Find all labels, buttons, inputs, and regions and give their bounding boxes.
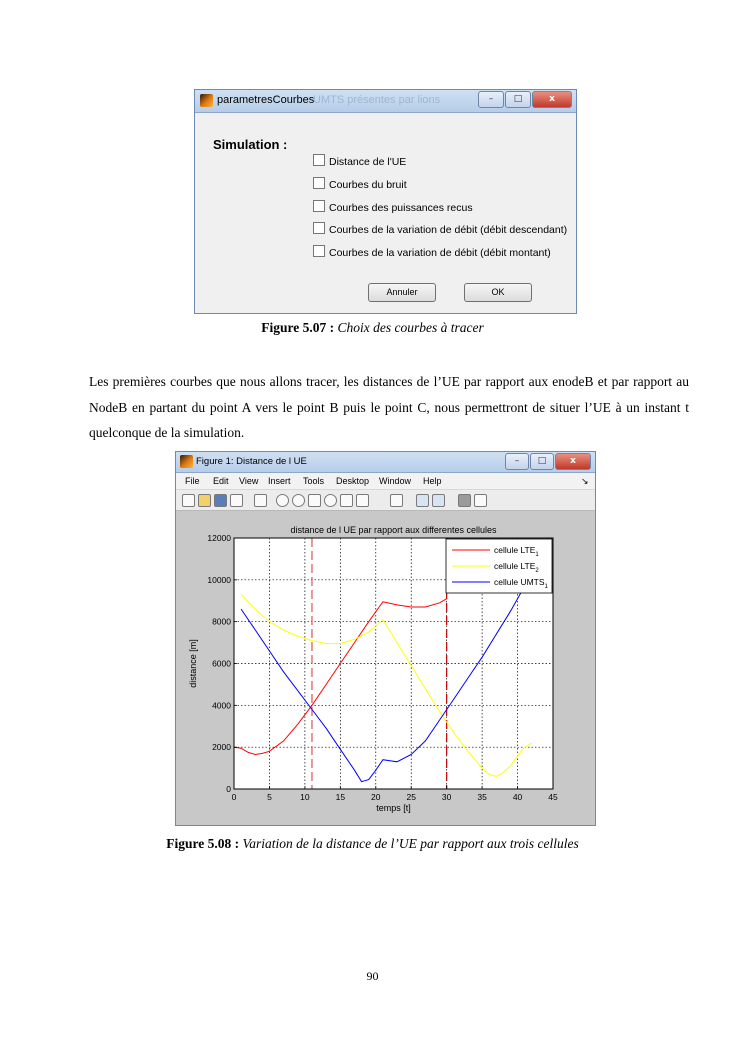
minimize-button[interactable]: –: [478, 91, 504, 108]
figure-caption-5-08: [0, 836, 745, 852]
menu-edit[interactable]: Edit: [213, 476, 229, 486]
option-debit-descendant[interactable]: [313, 222, 567, 236]
y-tick-label: 4000: [212, 700, 231, 711]
dialog-titlebar[interactable]: [195, 90, 576, 113]
figure-title: Figure 1: Distance de l UE: [196, 456, 307, 467]
colorbar-icon[interactable]: [416, 494, 429, 507]
caption-label: Figure 5.08 :: [166, 836, 240, 851]
open-file-icon[interactable]: [198, 494, 211, 507]
option-label: Distance de l'UE: [329, 156, 407, 168]
menu-file[interactable]: File: [185, 476, 200, 486]
menu-insert[interactable]: Insert: [268, 476, 291, 486]
caption-text: Choix des courbes à tracer: [337, 320, 484, 335]
legend-label-1: cellule $LTE_1$: [494, 545, 539, 558]
matlab-figure-window: [175, 451, 596, 826]
option-puissances-recus[interactable]: [313, 200, 473, 214]
ok-button[interactable]: OK: [464, 283, 532, 302]
link-plot-icon[interactable]: [390, 494, 403, 507]
legend-label-2: cellule $LTE_2$: [494, 561, 539, 574]
new-figure-icon[interactable]: [182, 494, 195, 507]
option-label: Courbes du bruit: [329, 179, 407, 191]
chart-xlabel: temps [t]: [376, 803, 411, 813]
x-tick-label: 45: [548, 792, 558, 802]
dialog-title: parametresCourbes: [217, 94, 315, 106]
option-distance-ue[interactable]: [313, 154, 406, 168]
matlab-logo-icon: [200, 94, 213, 107]
hide-plot-tools-icon[interactable]: [458, 494, 471, 507]
menu-tools[interactable]: Tools: [303, 476, 325, 486]
zoom-in-icon[interactable]: [276, 494, 289, 507]
checkbox-icon[interactable]: [313, 200, 325, 212]
chart-title: distance de l UE par rapport aux differentes cellules: [290, 525, 497, 535]
simulation-label: Simulation :: [213, 137, 288, 152]
menu-view[interactable]: View: [239, 476, 259, 486]
matlab-logo-icon: [180, 455, 193, 468]
rotate-3d-icon[interactable]: [324, 494, 337, 507]
x-tick-label: 35: [477, 792, 487, 802]
y-tick-label: 8000: [212, 616, 231, 627]
checkbox-icon[interactable]: [313, 177, 325, 189]
caption-text: Variation de la distance de l’UE par rapport aux trois cellules: [242, 836, 579, 851]
option-label: Courbes des puissances recus: [329, 202, 473, 214]
x-tick-label: 0: [231, 792, 237, 802]
y-tick-label: 12000: [207, 533, 231, 543]
zoom-out-icon[interactable]: [292, 494, 305, 507]
caption-label: Figure 5.07 :: [261, 320, 335, 335]
parametres-courbes-dialog: [194, 89, 577, 314]
figure-toolbar: [176, 490, 595, 511]
dialog-title-ghost: UMTS présentes par lions: [313, 94, 441, 106]
maximize-button[interactable]: □: [505, 91, 531, 108]
option-label: Courbes de la variation de débit (débit descendant): [329, 224, 568, 236]
y-tick-label: 6000: [212, 658, 231, 669]
x-tick-label: 5: [267, 792, 272, 802]
checkbox-icon[interactable]: [313, 245, 325, 257]
y-tick-label: 0: [226, 784, 231, 794]
close-button[interactable]: x: [555, 453, 591, 470]
x-tick-label: 25: [406, 792, 416, 802]
pan-hand-icon[interactable]: [308, 494, 321, 507]
close-button[interactable]: x: [532, 91, 572, 108]
checkbox-icon[interactable]: [313, 154, 325, 166]
minimize-button[interactable]: –: [505, 453, 529, 470]
page-number: 90: [366, 969, 379, 983]
figure-titlebar[interactable]: [176, 452, 595, 473]
option-debit-montant[interactable]: [313, 245, 551, 259]
distance-chart: [176, 511, 595, 825]
maximize-button[interactable]: □: [530, 453, 554, 470]
chart-legend: [446, 539, 552, 593]
menu-bar: [176, 473, 595, 490]
x-tick-label: 30: [441, 792, 452, 802]
save-icon[interactable]: [214, 494, 227, 507]
legend-icon[interactable]: [432, 494, 445, 507]
data-cursor-icon[interactable]: [340, 494, 353, 507]
print-icon[interactable]: [230, 494, 243, 507]
option-courbes-bruit[interactable]: [313, 177, 407, 191]
checkbox-icon[interactable]: [313, 222, 325, 234]
select-arrow-icon[interactable]: [254, 494, 267, 507]
menu-window[interactable]: Window: [379, 476, 412, 486]
cancel-button[interactable]: Annuler: [368, 283, 436, 302]
chart-ylabel: distance [m]: [188, 639, 198, 688]
menu-help[interactable]: Help: [423, 476, 442, 486]
figure-caption-5-07: [0, 320, 745, 336]
x-tick-label: 20: [371, 792, 381, 802]
show-plot-tools-icon[interactable]: [474, 494, 487, 507]
x-tick-label: 40: [512, 792, 523, 802]
y-tick-label: 2000: [212, 742, 231, 753]
menu-dock-arrow-icon[interactable]: ↘: [581, 476, 589, 486]
x-tick-label: 10: [300, 792, 310, 802]
x-tick-label: 15: [335, 792, 346, 802]
menu-desktop[interactable]: Desktop: [336, 476, 370, 486]
y-tick-label: 10000: [207, 574, 231, 585]
body-paragraph: Les premières courbes que nous allons tracer, les distances de l’UE par rapport aux enodeB et par rapport au NodeB en partant du point A vers le point B puis le point C, nous permettront de situer l’UE à un instant t quelconque de la simulation.: [89, 374, 689, 440]
brush-icon[interactable]: [356, 494, 369, 507]
option-label: Courbes de la variation de débit (débit montant): [329, 247, 551, 259]
legend-label-3: cellule $UMTS_1$: [494, 577, 548, 590]
